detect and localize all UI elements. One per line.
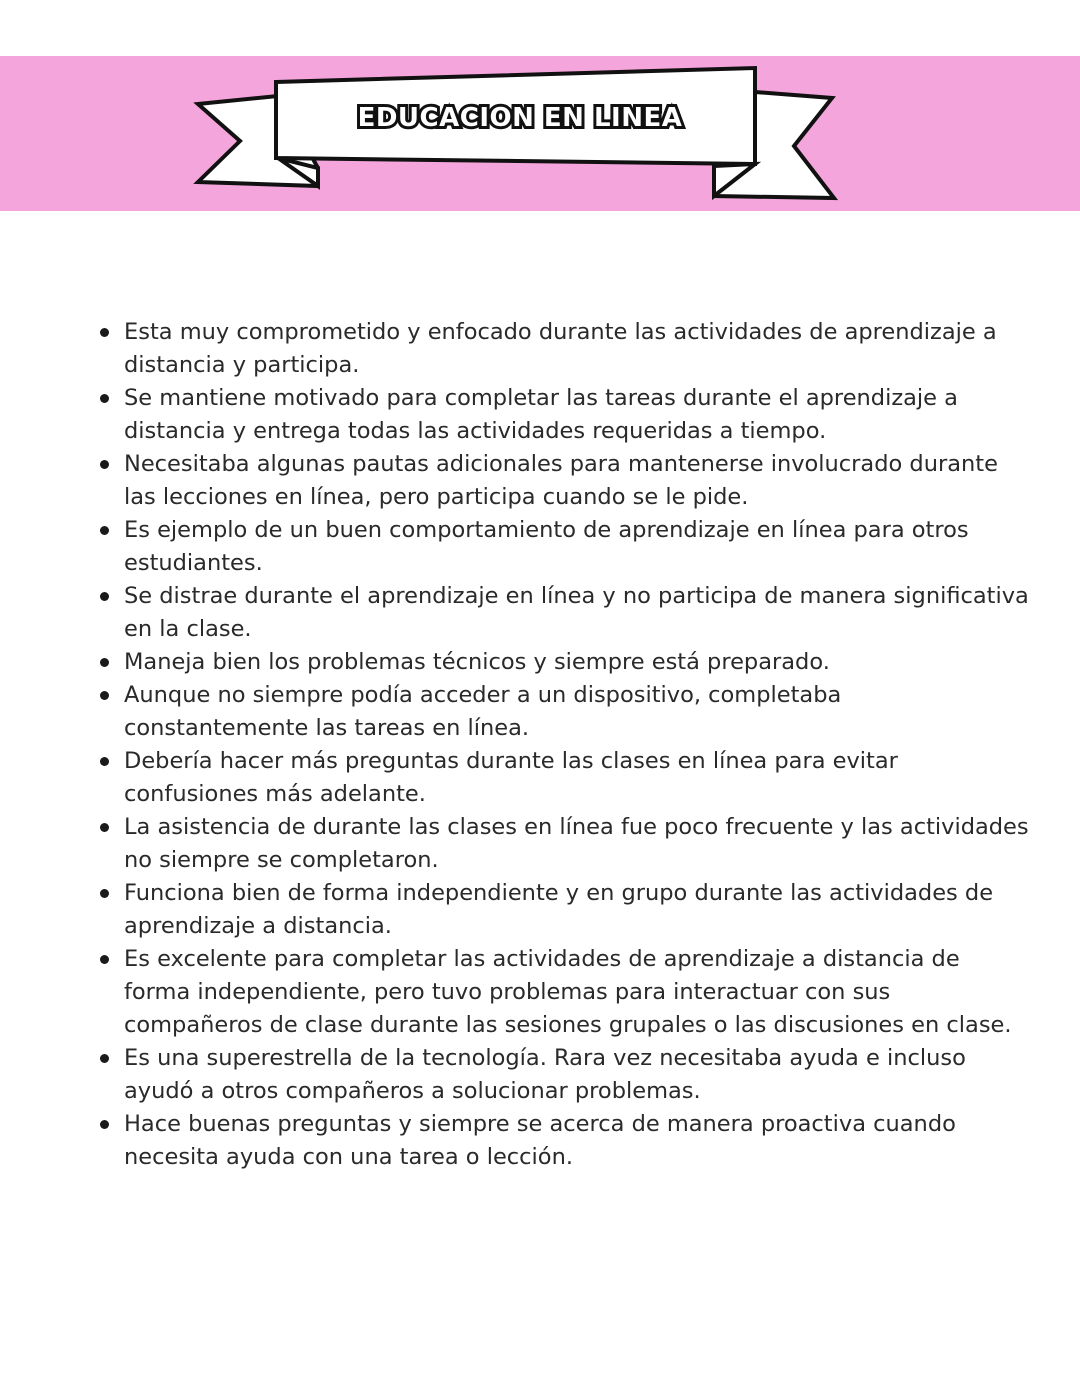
list-item-text: Es excelente para completar las actividades de aprendizaje a distancia de forma independiente, pero tuvo problemas para interactuar con sus compañeros de clase durante las sesiones grupales o las discusiones en clase. [124,946,1012,1038]
page-title: EDUCACION EN LINEA [357,103,683,133]
list-item [92,646,1032,679]
list-item [92,580,1032,646]
bullet-dot-icon [100,757,109,766]
list-item [92,679,1032,745]
list-item [92,382,1032,448]
list-item-text: La asistencia de durante las clases en línea fue poco frecuente y las actividades no siempre se completaron. [124,814,1029,873]
bullet-list [92,316,1032,1174]
bullet-dot-icon [100,889,109,898]
list-item-text: Se distrae durante el aprendizaje en línea y no participa de manera significativa en la clase. [124,583,1029,642]
list-item-text: Esta muy comprometido y enfocado durante las actividades de aprendizaje a distancia y participa. [124,319,997,378]
bullet-dot-icon [100,658,109,667]
list-item [92,943,1032,1042]
list-item-text: Es una superestrella de la tecnología. Rara vez necesitaba ayuda e incluso ayudó a otros compañeros a solucionar problemas. [124,1045,966,1104]
list-item [92,811,1032,877]
bullet-dot-icon [100,394,109,403]
content-area [92,316,1032,1174]
bullet-dot-icon [100,823,109,832]
list-item [92,448,1032,514]
bullet-dot-icon [100,691,109,700]
list-item-text: Debería hacer más preguntas durante las clases en línea para evitar confusiones más adelante. [124,748,898,807]
list-item-text: Es ejemplo de un buen comportamiento de aprendizaje en línea para otros estudiantes. [124,517,969,576]
title-ribbon [0,56,1080,211]
bullet-dot-icon [100,526,109,535]
list-item [92,745,1032,811]
bullet-dot-icon [100,1054,109,1063]
list-item [92,514,1032,580]
bullet-dot-icon [100,955,109,964]
list-item-text: Hace buenas preguntas y siempre se acerca de manera proactiva cuando necesita ayuda con una tarea o lección. [124,1111,956,1170]
list-item [92,316,1032,382]
list-item-text: Se mantiene motivado para completar las tareas durante el aprendizaje a distancia y entrega todas las actividades requeridas a tiempo. [124,385,958,444]
bullet-dot-icon [100,460,109,469]
list-item [92,877,1032,943]
list-item-text: Aunque no siempre podía acceder a un dispositivo, completaba constantemente las tareas en línea. [124,682,842,741]
list-item-text: Maneja bien los problemas técnicos y siempre está preparado. [124,649,830,675]
bullet-dot-icon [100,1120,109,1129]
list-item-text: Necesitaba algunas pautas adicionales para mantenerse involucrado durante las lecciones en línea, pero participa cuando se le pide. [124,451,998,510]
list-item [92,1108,1032,1174]
bullet-dot-icon [100,592,109,601]
list-item-text: Funciona bien de forma independiente y en grupo durante las actividades de aprendizaje a distancia. [124,880,994,939]
list-item [92,1042,1032,1108]
bullet-dot-icon [100,328,109,337]
